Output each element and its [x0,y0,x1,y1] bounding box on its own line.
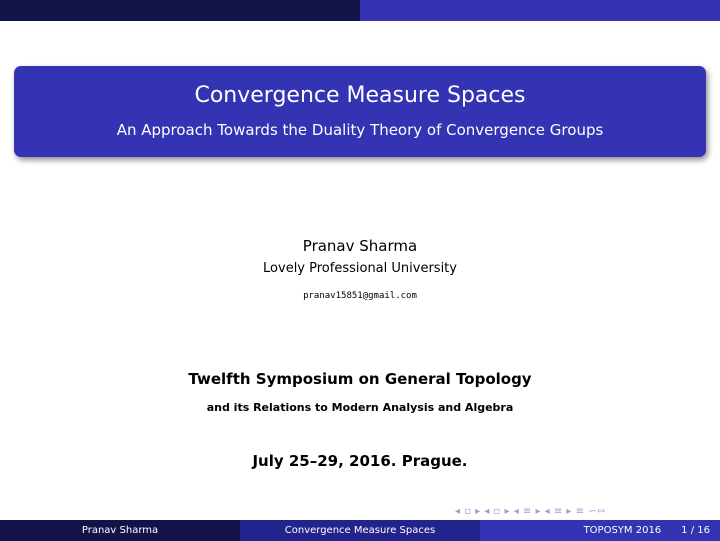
navigation-symbols[interactable]: ◂ ▫ ▸ ◂ ▫ ▸ ◂ ≡ ▸ ◂ ≡ ▸ ≡ ∽∾ [455,506,606,517]
author-email: pranav15851@gmail.com [303,291,417,301]
footer-title [240,520,480,541]
institution: Lovely Professional University [263,261,457,276]
title-box [14,66,706,157]
footer-conference-label: TOPOSYM 2016 [583,525,662,536]
footer-bar [0,520,720,541]
slide-title: Convergence Measure Spaces [194,83,526,108]
author-name: Pranav Sharma [302,237,418,255]
conference-name: Twelfth Symposium on General Topology [188,370,532,388]
header-bar-left [0,0,360,21]
footer-title-label: Convergence Measure Spaces [284,525,436,536]
footer-author [0,520,240,541]
footer-author-label: Pranav Sharma [81,525,159,536]
conference-date: July 25–29, 2016. Prague. [252,452,468,470]
conference-subtitle: and its Relations to Modern Analysis and Algebra [206,401,514,414]
header-bar-right [360,0,720,21]
footer-conference [480,520,720,541]
slide-subtitle: An Approach Towards the Duality Theory of Convergence Groups [116,121,604,139]
header-bar [0,0,720,21]
page-number: 1 / 16 [681,525,710,536]
